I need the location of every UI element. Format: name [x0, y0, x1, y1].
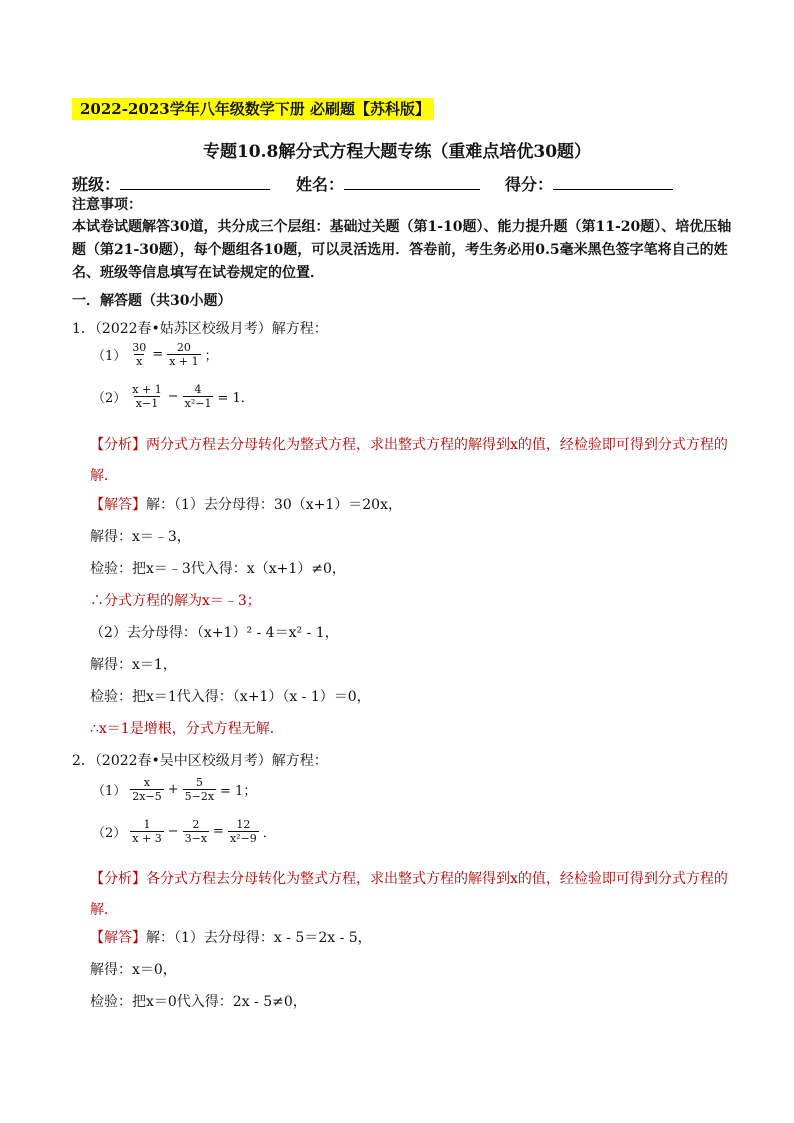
series-banner: 2022-2023学年八年级数学下册 必刷题【苏科版】: [72, 98, 434, 120]
operator: −: [167, 389, 179, 404]
fraction: [167, 341, 200, 368]
denominator: x + 1: [169, 355, 199, 368]
q2-answer-line-3: 检验：把x＝0代入得：2x - 5≠0，: [90, 994, 307, 1010]
class-field: [72, 172, 270, 195]
answer-tag: 【解答】: [90, 930, 146, 946]
q1-answer-line-5: （2）去分母得：（x+1）² - 4＝x² - 1，: [90, 625, 339, 641]
numerator: 30: [132, 341, 147, 354]
answer-text: 解：（1）去分母得：30（x+1）＝20x，: [146, 497, 402, 513]
class-label: 班级：: [72, 175, 121, 194]
denominator: x: [136, 355, 143, 368]
q1-answer-line-1: [90, 494, 402, 514]
equation-end: = 1．: [217, 391, 254, 406]
fraction: [183, 776, 216, 803]
fraction: [183, 818, 209, 845]
q2-stem: 2．（2022春•吴中区校级月考）解方程：: [72, 753, 328, 769]
denominator: 3−x: [184, 832, 208, 845]
q1-answer-line-4: ∴分式方程的解为x＝﹣3；: [90, 593, 261, 609]
fraction: [130, 776, 163, 803]
numerator: x: [143, 776, 151, 789]
denominator: 2x−5: [132, 790, 162, 803]
fraction: [130, 818, 163, 845]
q2-answer-line-1: [90, 927, 372, 947]
denominator: x²−9: [229, 832, 257, 845]
answer-text: 解：（1）去分母得：x - 5＝2x - 5，: [146, 930, 372, 946]
q2-part2-equation: [92, 818, 276, 845]
denominator: x + 3: [132, 832, 162, 845]
analysis-tag: 【分析】: [90, 437, 146, 453]
q1-answer-line-8: ∴x＝1是增根，分式方程无解．: [90, 721, 284, 737]
equation-end: ；: [204, 349, 218, 364]
score-field: [505, 172, 673, 195]
numerator: x + 1: [132, 383, 162, 396]
score-label: 得分：: [505, 175, 554, 194]
name-blank: [344, 175, 480, 190]
analysis-text: 各分式方程去分母转化为整式方程，求出整式方程的解得到x的值，经检验即可得到分式方程的解．: [90, 871, 728, 918]
q2-analysis: [90, 864, 730, 926]
name-field: [296, 172, 480, 195]
q1-p2-label: （2）: [92, 391, 127, 406]
denominator: 5−2x: [184, 790, 215, 803]
answer-tag: 【解答】: [90, 497, 146, 513]
q2-p1-label: （1）: [92, 784, 127, 799]
equation-end: = 1；: [220, 784, 257, 799]
fraction: [228, 818, 259, 845]
q1-part2-equation: [92, 383, 254, 410]
numerator: 1: [143, 818, 151, 831]
class-blank: [120, 175, 270, 190]
numerator: 12: [236, 818, 251, 831]
equation-end: ．: [262, 826, 276, 841]
page-title: 专题10.8解分式方程大题专练（重难点培优30题）: [202, 142, 592, 162]
numerator: 20: [176, 341, 191, 354]
q1-p1-label: （1）: [92, 349, 127, 364]
q2-part1-equation: [92, 776, 256, 803]
q1-answer-line-3: 检验：把x＝﹣3代入得：x（x+1）≠0，: [90, 561, 346, 577]
score-blank: [553, 175, 673, 190]
denominator: x−1: [135, 397, 159, 410]
q2-answer-line-2: 解得：x＝0，: [90, 962, 177, 978]
numerator: 2: [192, 818, 200, 831]
analysis-text: 两分式方程去分母转化为整式方程，求出整式方程的解得到x的值，经检验即可得到分式方程的解．: [90, 437, 728, 484]
fraction: [130, 383, 163, 410]
fraction: [130, 341, 148, 368]
name-label: 姓名：: [296, 175, 345, 194]
analysis-tag: 【分析】: [90, 871, 146, 887]
q1-analysis: [90, 430, 730, 492]
operator: −: [167, 824, 179, 839]
q1-answer-line-7: 检验：把x＝1代入得：（x+1）（x - 1）＝0，: [90, 689, 371, 705]
notice-text: 本试卷试题解答30道，共分成三个层组：基础过关题（第1-10题）、能力提升题（第11-20题）、培优压轴题（第21-30题），每个题组各10题，可以灵活选用．答卷前，考生务必用0.5毫米黑色签字笔将自己的姓名、班级等信息填写在试卷规定的位置．: [72, 219, 732, 281]
q2-p2-label: （2）: [92, 826, 127, 841]
operator: +: [167, 782, 179, 797]
numerator: 5: [195, 776, 203, 789]
q1-answer-line-2: 解得：x＝﹣3，: [90, 529, 191, 545]
equals-sign: =: [152, 347, 164, 362]
denominator: x²−1: [184, 397, 212, 410]
fraction: [183, 383, 214, 410]
q1-part1-equation: [92, 341, 218, 368]
q1-stem: 1．（2022春•姑苏区校级月考）解方程：: [72, 321, 328, 337]
equals-sign: =: [213, 824, 224, 839]
q1-answer-line-6: 解得：x＝1，: [90, 657, 177, 673]
section-heading: 一．解答题（共30小题）: [72, 293, 232, 309]
notice-title: 注意事项：: [72, 197, 142, 213]
numerator: 4: [194, 383, 202, 396]
